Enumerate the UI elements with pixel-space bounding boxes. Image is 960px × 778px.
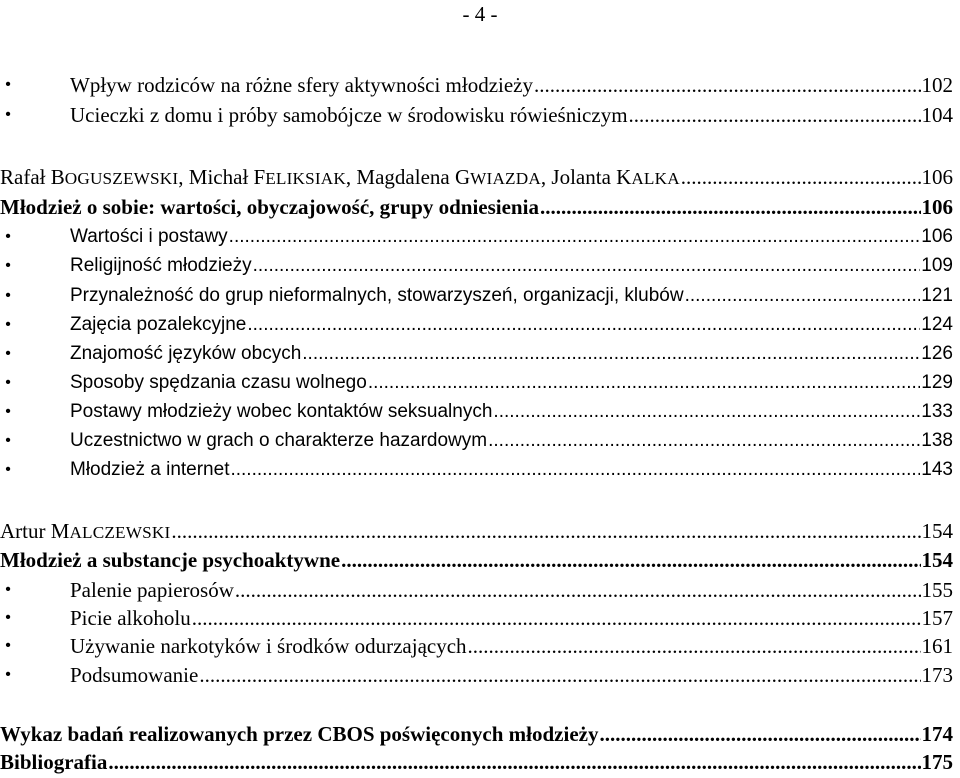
toc-chapter-title: Młodzież a substancje psychoaktywne [0, 548, 341, 572]
toc-entry-page: 154 [921, 548, 953, 572]
toc-entry-page: 157 [921, 606, 953, 630]
toc-entry-title: Znajomość języków obcych [70, 343, 302, 364]
toc-authors[interactable] [0, 163, 953, 191]
bullet-icon: • [5, 257, 11, 274]
toc-entry-page: 155 [921, 578, 953, 602]
dot-leader [253, 252, 921, 280]
dot-leader [235, 576, 921, 604]
dot-leader [199, 661, 920, 689]
dot-leader [493, 398, 920, 426]
dot-leader [368, 369, 920, 397]
toc-entry-title: Wpływ rodziców na różne sfery aktywności młodzieży [70, 73, 534, 97]
toc-entry[interactable] [5, 398, 953, 426]
toc-entry-title: Zajęcia pozalekcyjne [70, 314, 247, 335]
toc-chapter-title: Młodzież o sobie: wartości, obyczajowość, grupy odniesienia [0, 195, 539, 219]
toc-entry-page: 104 [921, 103, 953, 127]
toc-chapter-title: Wykaz badań realizowanych przez CBOS poświęconych młodzieży [0, 722, 599, 746]
toc-entry-page: 109 [921, 255, 953, 276]
toc-entry-title: Sposoby spędzania czasu wolnego [70, 372, 367, 393]
toc-chapter[interactable] [0, 546, 953, 574]
toc-entry-title: Używanie narkotyków i środków odurzających [70, 634, 467, 658]
toc-chapter[interactable] [0, 720, 953, 748]
page-number: - 4 - [462, 2, 498, 26]
bullet-icon: • [5, 432, 11, 449]
dot-leader [685, 282, 921, 310]
toc-entry-page: 102 [921, 73, 953, 97]
toc-entry-page: 161 [921, 634, 953, 658]
dot-leader [540, 193, 921, 221]
toc-entry-page: 129 [921, 372, 953, 393]
bullet-icon: • [5, 228, 11, 245]
toc-entry-page: 173 [921, 663, 953, 687]
toc-entry-title: Postawy młodzieży wobec kontaktów seksualnych [70, 401, 493, 422]
toc-entry-title: Ucieczki z domu i próby samobójcze w środowisku rówieśniczym [70, 103, 628, 127]
toc-entry[interactable] [5, 427, 953, 455]
toc-entry-title: Picie alkoholu [70, 606, 191, 630]
dot-leader [171, 517, 920, 545]
toc-entry-title: Palenie papierosów [70, 578, 234, 602]
bullet-icon: • [5, 76, 11, 93]
toc-entry[interactable] [5, 282, 953, 310]
toc-chapter[interactable] [0, 748, 953, 776]
toc-entry[interactable] [5, 661, 953, 689]
toc-entry-page: 124 [921, 314, 953, 335]
bullet-icon: • [5, 287, 11, 304]
bullet-icon: • [5, 609, 11, 626]
toc-entry-page: 143 [921, 459, 953, 480]
toc-entry[interactable] [5, 632, 953, 660]
toc-entry[interactable] [5, 311, 953, 339]
toc-entry[interactable] [5, 252, 953, 280]
dot-leader [341, 546, 920, 574]
bullet-icon: • [5, 106, 11, 123]
toc-entry-title: Podsumowanie [70, 663, 199, 687]
toc-chapter-title: Bibliografia [0, 750, 108, 774]
toc-entry-page: 133 [921, 401, 953, 422]
toc-entry[interactable] [5, 576, 953, 604]
dot-leader [229, 223, 921, 251]
toc-entry[interactable] [5, 604, 953, 632]
dot-leader [468, 632, 921, 660]
toc-entry-title: Religijność młodzieży [70, 255, 252, 276]
toc-entry[interactable] [5, 340, 953, 368]
toc-entry-page: 106 [921, 195, 953, 219]
dot-leader [230, 456, 920, 484]
bullet-icon: • [5, 316, 11, 333]
toc-entry[interactable] [5, 223, 953, 251]
toc-entry-title: Wartości i postawy [70, 226, 228, 247]
bullet-icon: • [5, 581, 11, 598]
toc-entry-page: 121 [921, 285, 953, 306]
toc-entry-page: 175 [921, 750, 953, 774]
bullet-icon: • [5, 461, 11, 478]
bullet-icon: • [5, 345, 11, 362]
authors-names: Rafał BOGUSZEWSKI, Michał FELIKSIAK, Magdalena GWIAZDA, Jolanta KALKA [0, 165, 680, 189]
dot-leader [247, 311, 920, 339]
toc-entry-page: 126 [921, 343, 953, 364]
toc-entry-title: Młodzież a internet [70, 459, 230, 480]
dot-leader [108, 748, 920, 776]
toc-entry-page: 138 [921, 430, 953, 451]
authors-names: Artur MALCZEWSKI [0, 519, 171, 543]
bullet-icon: • [5, 666, 11, 683]
toc-entry-title: Uczestnictwo w grach o charakterze hazardowym [70, 430, 488, 451]
toc-entry-page: 154 [921, 519, 953, 543]
dot-leader [192, 604, 921, 632]
toc-entry-title: Przynależność do grup nieformalnych, stowarzyszeń, organizacji, klubów [70, 285, 684, 306]
toc-entry-page: 106 [921, 165, 953, 189]
dot-leader [488, 427, 920, 455]
dot-leader [534, 71, 920, 99]
toc-authors[interactable] [0, 517, 953, 545]
toc-entry[interactable] [5, 71, 953, 99]
dot-leader [302, 340, 920, 368]
bullet-icon: • [5, 637, 11, 654]
toc-chapter[interactable] [0, 193, 953, 221]
dot-leader [629, 101, 921, 129]
toc-entry-page: 174 [921, 722, 953, 746]
dot-leader [681, 163, 921, 191]
bullet-icon: • [5, 374, 11, 391]
dot-leader [599, 720, 920, 748]
bullet-icon: • [5, 403, 11, 420]
toc-entry-page: 106 [921, 226, 953, 247]
toc-entry[interactable] [5, 101, 953, 129]
toc-entry[interactable] [5, 369, 953, 397]
toc-entry[interactable] [5, 456, 953, 484]
